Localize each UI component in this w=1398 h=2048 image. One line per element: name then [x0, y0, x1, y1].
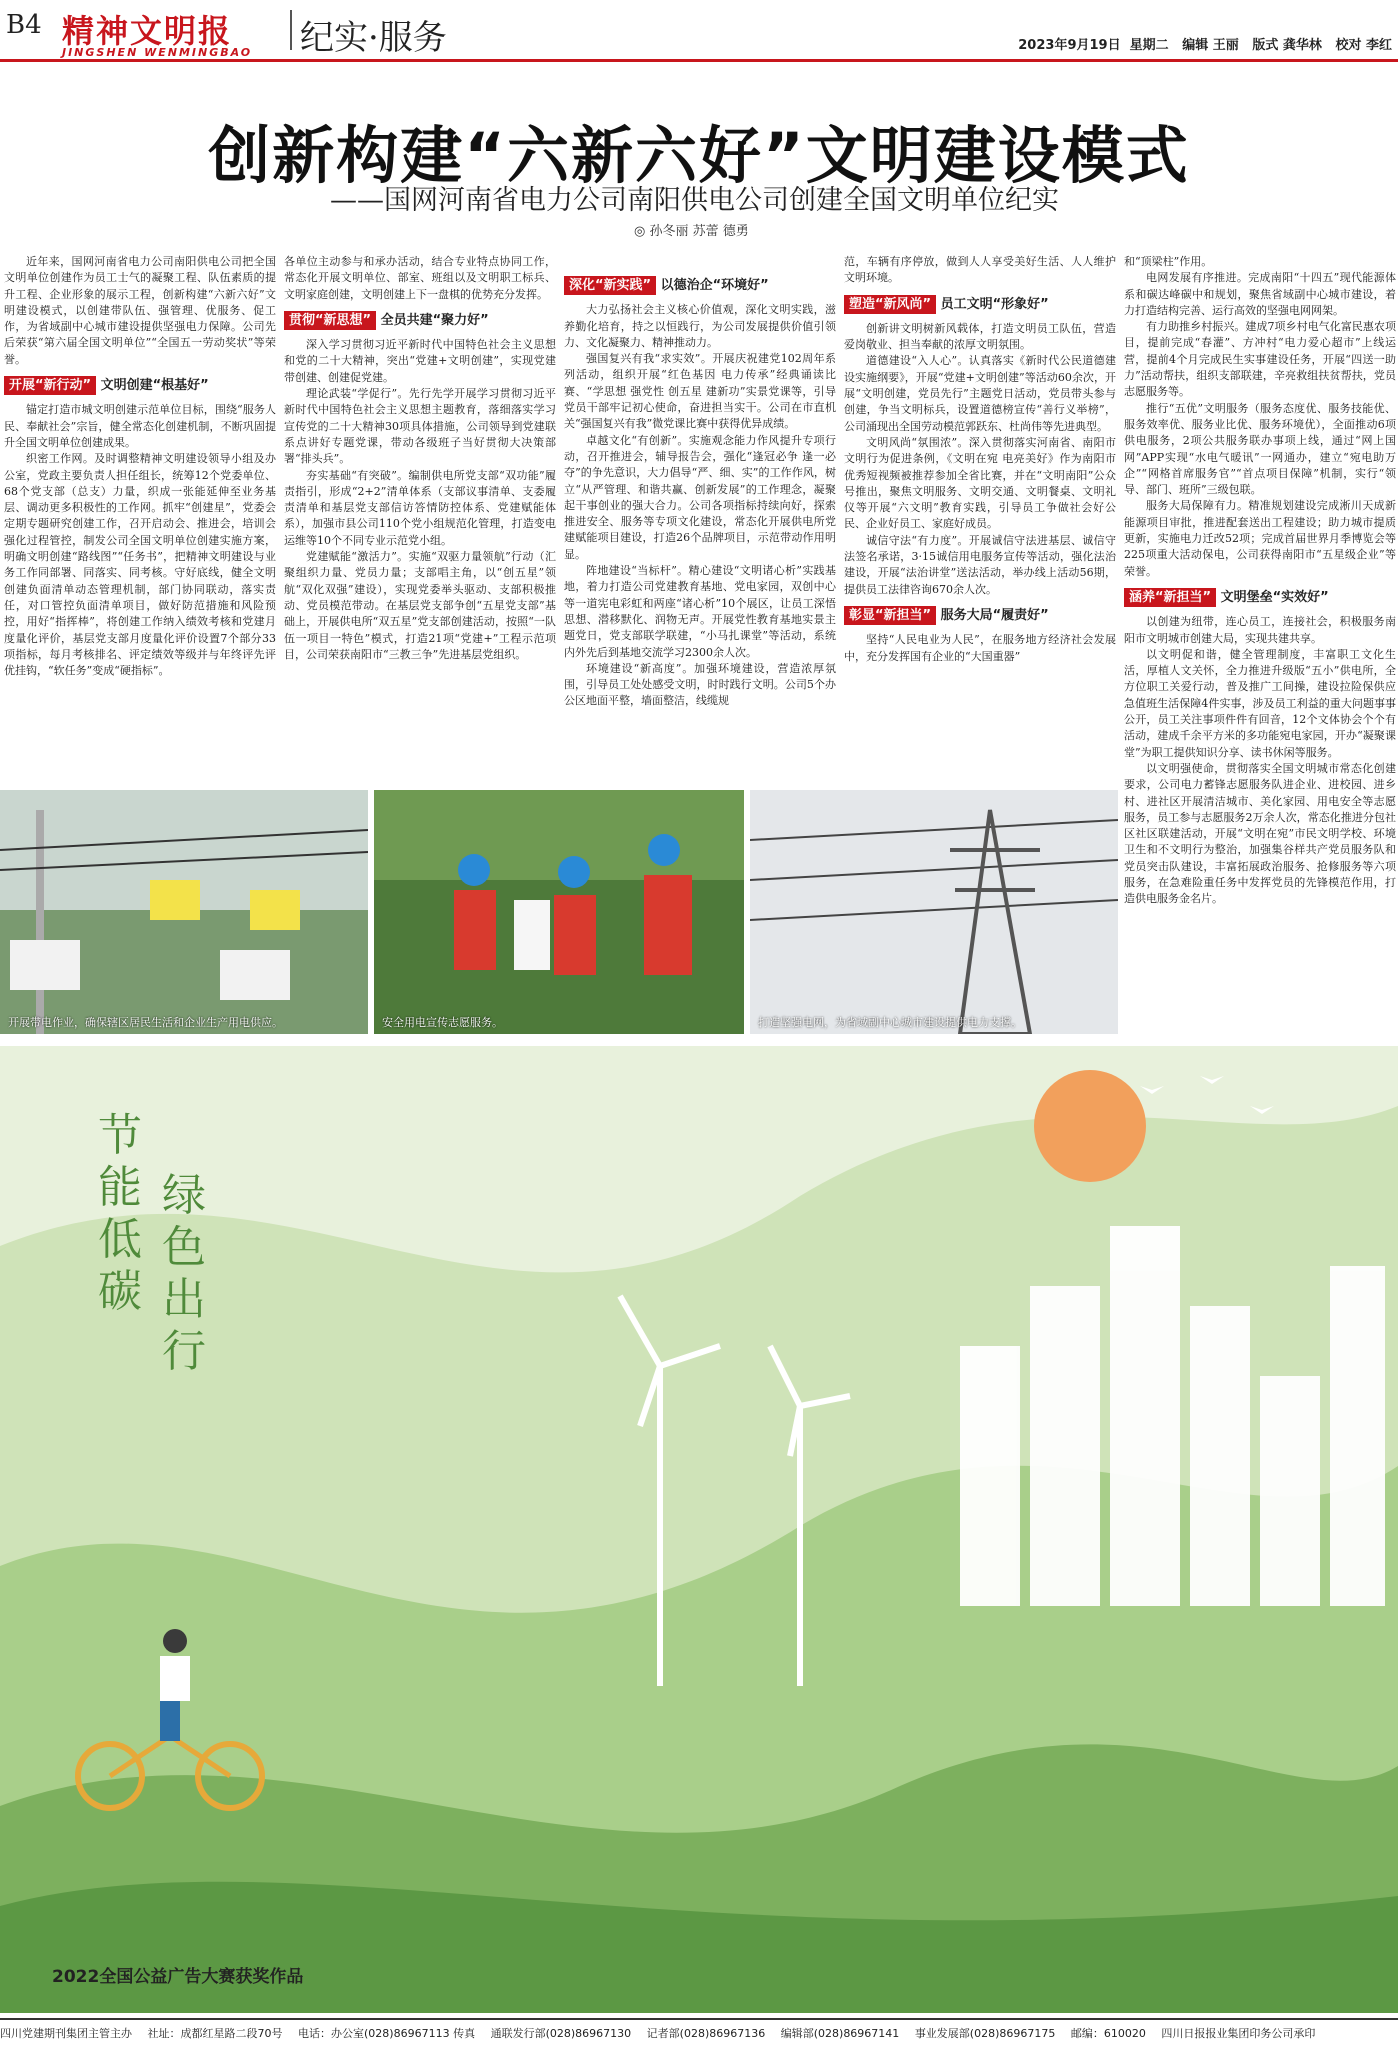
paragraph: 党建赋能“激活力”。实施“双驱力量领航”行动（汇聚组织力量、党员力量；支部唱主角，以“创五星”领航“双化双强”建设），实现党委举头驱动、支部积极推动、党员模范带动。在基层党支部争创“五星党支部”基础上，开展供电所“双五星”党支部创建活动，按照“一队伍一项目一特色”模式，打造21项“党建+”工程示范项目，公司荣获南阳市“三教三争”先进基层党组织。 [284, 550, 556, 661]
photo-live-line-work-image [0, 790, 368, 1034]
paragraph: 道德建设“入人心”。认真落实《新时代公民道德建设实施纲要》，开展“党建+文明创建”等活动60余次，开展“文明创建，党员先行”主题党日活动，党员带头参与创建，争当文明标兵，设置道德榜宣传“善行义举榜”，公司涌现出全国劳动模范郭跃东、杜尚伟等先进典型。 [844, 354, 1116, 433]
section-tag-2: 贯彻“新思想” [284, 311, 376, 330]
photo-transmission-tower [750, 790, 1118, 1034]
intro-paragraph: 近年来，国网河南省电力公司南阳供电公司把全国文明单位创建作为员工士气的凝聚工程、队伍素质的提升工程、企业形象的展示工程，创新构建“六新六好”文明建设模式，以创建带队伍、强管理、优服务、促工作，为省域副中心城市建设提供坚强电力保障。公司先后荣获“第六届全国文明单位”“全国五一劳动奖状”等荣誉。 [4, 255, 276, 366]
photo-transmission-tower-image [750, 790, 1118, 1034]
section-heading-4 [844, 297, 1116, 313]
paper-latin-name: JINGSHEN WENMINGBAO [62, 46, 253, 59]
paragraph: 电网发展有序推进。完成南阳“十四五”现代能源体系和碳达峰碳中和规划，聚焦省域副中心城市建设，着力打造结构完善、运行高效的坚强电网网架。 [1124, 271, 1396, 317]
photo-caption: 打造坚强电网，为省域副中心城市建设提供电力支撑。 [758, 1016, 1022, 1029]
article-column-1 [4, 254, 276, 774]
photo-safety-volunteers-image [374, 790, 744, 1034]
section-tag-1: 开展“新行动” [4, 376, 96, 395]
author-names: 孙冬丽 苏蕾 德勇 [649, 224, 749, 239]
section-heading-5-text: 服务大局“履责好” [940, 607, 1049, 623]
section-heading-3-text: 以德治企“环境好” [660, 278, 769, 293]
section-tag-4: 塑造“新风尚” [844, 295, 936, 314]
paragraph: 有力助推乡村振兴。建成7项乡村电气化富民惠农项目，提前完成“春灌”、方冲村“电力爱心超市”上线运营，提前4个月完成民生实事建设任务，开展“四送一助力”活动帮扶，组织支部联建，辛亮救组扶贫帮扶，党员志愿服务等。 [1124, 320, 1396, 399]
paragraph: 创新讲文明树新风载体，打造文明员工队伍，营造爱岗敬业、担当奉献的浓厚文明氛围。 [844, 321, 1116, 352]
proofreader-credit: 校对 李红 [1335, 38, 1392, 53]
paragraph: 夯实基础“有突破”。编制供电所党支部“双功能”履责指引，形成“2+2”清单体系（支部议事清单、支委履责清单和基层党支部信访答情防控体系、党建赋能体系），加强市县公司110个党小组规范化管理，打造变电运维等10个不同专业示范党小组。 [284, 468, 556, 547]
issue-weekday: 星期二 [1129, 38, 1169, 53]
paragraph: 锚定打造市城文明创建示范单位目标，围绕“服务人民、奉献社会”宗旨，健全常态化创建机制，不断巩固提升全国文明单位创建成果。 [4, 403, 276, 449]
paragraph: 深入学习贯彻习近平新时代中国特色社会主义思想和党的二十大精神，突出“党建+文明创建”，实现党建带创建、创建促党建。 [284, 338, 556, 384]
article-column-4 [844, 254, 1116, 774]
section-tag-3: 深化“新实践” [564, 276, 656, 295]
photo-caption: 开展带电作业，确保辖区居民生活和企业生产用电供应。 [8, 1016, 283, 1029]
paragraph: 和“顶梁柱”作用。 [1124, 255, 1213, 268]
section-heading-2 [284, 313, 556, 329]
paragraph: 以文明强使命，贯彻落实全国文明城市常态化创建要求，公司电力蓄锋志愿服务队进企业、进校园、进乡村、进社区开展清洁城市、美化家园、用电安全等志愿服务，员工参与志愿服务2万余人次，常态化推进分包社区社区联建活动，开展“文明在宛”市民文明学校、环境卫生和不文明行为整治，加强集谷样共产党员服务队和党员突击队建设，丰富拓展政治服务、抢修服务等六项服务，在急难险重任务中发挥党员的先锋模范作用，打造供电服务金名片。 [1124, 761, 1396, 906]
issue-date: 2023年9月19日 [1018, 38, 1121, 53]
footer-item: 邮编：610020 [1070, 2027, 1146, 2040]
paragraph: 范，车辆有序停放，做到人人享受美好生活、人人维护文明环境。 [844, 255, 1116, 285]
footer-item: 记者部(028)86967136 [646, 2027, 766, 2040]
section-title: 纪实·服务 [300, 18, 447, 58]
page-footer [0, 2018, 1398, 2048]
paragraph: 文明风尚“氛围浓”。深入贯彻落实河南省、南阳市文明行为促进条例，《文明在宛 电亮美好》作为南阳市优秀短视频被推荐参加全省比赛，并在“文明南阳”公众号推出，聚焦文明服务、文明交通、文明餐桌、文明礼仪等开展“六文明”教育实践，引导员工争做社会好公民、企业好员工、家庭好成员。 [844, 435, 1116, 531]
paragraph: 理论武装“学促行”。先行先学开展学习贯彻习近平新时代中国特色社会主义思想主题教育，落细落实学习宣传党的二十大精神30项具体措施，公司领导到党建联系点讲好专题党课，带动各级班子当好贯彻大决策部署“排头兵”。 [284, 387, 556, 466]
footer-item: 编辑部(028)86967141 [780, 2027, 900, 2040]
section-heading-4-text: 员工文明“形象好” [940, 296, 1049, 312]
masthead [0, 0, 1398, 62]
paragraph: 织密工作网。及时调整精神文明建设领导小组及办公室，党政主要负责人担任组长，统筹12个党委单位、68个党支部（总支）力量，织成一张能延伸至业务基层、调动更多积极性的工作网。抓牢“创建星”，党委会定期专题研究创建工作，召开启动会、推进会，培训会强化过程管控，制发公司全国文明单位创建实施方案，明确文明创建“路线图”“任务书”，把精神文明建设与业务工作同部署、同落实、同考核。守好底线，健全文明创建负面清单动态管理机制，部门协同联动，落实责任，对口管控负面清单项目，做好防范措施和风险预控，用好“指挥棒”，将创建工作纳入绩效考核和党建月度量化评价，基层党支部月度量化评价设置7个部分33项指标，每月考核排名、评定绩效等级并与年终评先评优挂钩，“软任务”变成“硬指标”。 [4, 452, 276, 678]
poster-award-line: 2022全国公益广告大赛获奖作品 [52, 1967, 304, 1987]
paragraph: 以文明促和谐，健全管理制度，丰富职工文化生活，厚植人文关怀，全力推进升级版“五小”供电所，全方位职工关爱行动，普及推广工间操，建设拉险保供应急值班生活保障4件实事，涉及员工利益的重大问题事事公开，员工关注事项件件有回音，12个文体协会个个有活动，建成千余平方米的多功能宛电家园，开办“凝聚课堂”为职工提供知识分享、读书休闲等服务。 [1124, 647, 1396, 759]
article-column-3 [564, 254, 836, 774]
paper-name-logo: 精神文明报 [62, 12, 233, 50]
section-heading-6-text: 文明堡垒“实效好” [1220, 589, 1329, 605]
issue-meta [1018, 34, 1392, 53]
paragraph: 阵地建设“当标杆”。精心建设“文明诸心析”实践基地，着力打造公司党建教育基地、党电家园，双创中心等一道宪电彩虹和两座“诸心析”10个展区，让员工深悟思想、潜移默化、润物无声。开展党性教育基地实景主题党日，党支部联学联建，“小马扎课堂”等活动，系统内外先后到基地交流学习2300余人次。 [564, 564, 836, 659]
footer-item: 社址：成都红星路二段70号 [147, 2027, 283, 2040]
footer-item: 四川党建期刊集团主管主办 [0, 2027, 132, 2040]
paragraph: 以创建为纽带，连心员工，连接社会，积极服务南阳市文明城市创建大局，实现共建共享。 [1124, 615, 1396, 645]
section-heading-6 [1124, 590, 1396, 606]
section-heading-1-text: 文明创建“根基好” [100, 378, 209, 394]
photo-safety-volunteers [374, 790, 744, 1034]
section-tag-5: 彰显“新担当” [844, 606, 936, 625]
paragraph: 各单位主动参与和承办活动，结合专业特点协同工作，常态化开展文明单位、部室、班组以及文明职工标兵、文明家庭创建，文明创建上下一盘棋的优势充分发挥。 [284, 255, 556, 301]
article-column-5 [1124, 254, 1396, 1034]
photo-caption: 安全用电宣传志愿服务。 [382, 1016, 503, 1029]
section-heading-5 [844, 608, 1116, 624]
article-headline: 创新构建“六新六好”文明建设模式 [208, 119, 1190, 192]
footer-item: 事业发展部(028)86967175 [914, 2027, 1056, 2040]
poster-slogan-energy: 节能低碳 [98, 1110, 142, 1317]
sun-icon [1034, 1070, 1146, 1182]
paragraph: 强国复兴有我“求实效”。开展庆祝建党102周年系列活动，组织开展“红色基因 电力传承”经典诵读比赛、“学思想 强党性 创五星 建新功”实景党课等，引导党员干部牢记初心使命，奋进担当实干。公司在市直机关“强国复兴有我”微党课比赛中获得优异成绩。 [564, 352, 836, 431]
masthead-divider [290, 10, 292, 50]
section-heading-3 [564, 278, 836, 294]
article-subhead: ——国网河南省电力公司南阳供电公司创建全国文明单位纪实 [330, 185, 1059, 216]
footer-item: 电话：办公室(028)86967113 传真 [298, 2027, 476, 2040]
paragraph: 环境建设“新高度”。加强环境建设，营造浓厚氛围，引导员工处处感受文明，时时践行文明。公司5个办公区地面平整，墙面整洁，线缆规 [564, 661, 836, 708]
designer-credit: 版式 龚华林 [1252, 38, 1322, 53]
article-column-2 [284, 254, 556, 774]
paragraph: 服务大局保障有力。精准规划建设完成淅川天成新能源项目审批，推进配套送出工程建设；助力城市提质更新，实施电力迁改52项；完成首届世界月季博览会等225项重大活动保电，公司获得南阳市“五星级企业”等荣誉。 [1124, 499, 1396, 578]
paragraph: 诚信守法“有力度”。开展诚信守法进基层、诚信守法签名承诺，3·15诚信用电服务宣传等活动，强化法治建设，开展“法治讲堂”送法活动，举办线上活动56期，提供员工法律咨询670余人次。 [844, 533, 1116, 596]
editor-credit: 编辑 王丽 [1182, 38, 1239, 53]
section-heading-2-text: 全员共建“聚力好” [380, 312, 489, 328]
footer-item: 通联发行部(028)86967130 [490, 2027, 632, 2040]
footer-item: 四川日报报业集团印务公司承印 [1161, 2027, 1316, 2040]
section-tag-6: 涵养“新担当” [1124, 588, 1216, 607]
paragraph: 推行“五优”文明服务（服务态度优、服务技能优、服务效率优、服务业比优、服务环境优），全面推动6项供电服务，2项公共服务联办事项上线，通过“网上国网”APP实现“水电气暖讯”一网通办，建立“宛电助万企”“网格首席服务官”“首点项目保障”机制，实行“领导、部门、班所”三级包联。 [1124, 401, 1396, 497]
paragraph: 卓越文化“有创新”。实施观念能力作风提升专项行动，召开推进会，辅导报告会，强化“逢冠必争 逢一必夺”的争先意识，大力倡导“严、细、实”的工作作风，树立“从严管理、和谐共赢、创新发展”的工作理念，凝聚起干事创业的强大合力。公司各项指标持续向好，探索推进安全、服务等专项文化建设，常态化开展供电所党建赋能项目建设，打造26个品牌项目，示范带动作用明显。 [564, 433, 836, 561]
section-heading-1 [4, 378, 276, 394]
photo-live-line-work [0, 790, 368, 1034]
poster-slogan-green: 绿色出行 [162, 1170, 206, 1377]
page-number: B4 [6, 10, 42, 40]
paragraph: 大力弘扬社会主义核心价值观，深化文明实践，滋养勤化培育，持之以恒践行，为公司发展提供价值引领力、文化凝聚力、精神推动力。 [564, 303, 836, 349]
paragraph: 坚持“人民电业为人民”，在服务地方经济社会发展中，充分发挥国有企业的“大国重器” [844, 633, 1116, 663]
article-byline: ◎ 孙冬丽 苏蕾 德勇 [634, 224, 749, 239]
